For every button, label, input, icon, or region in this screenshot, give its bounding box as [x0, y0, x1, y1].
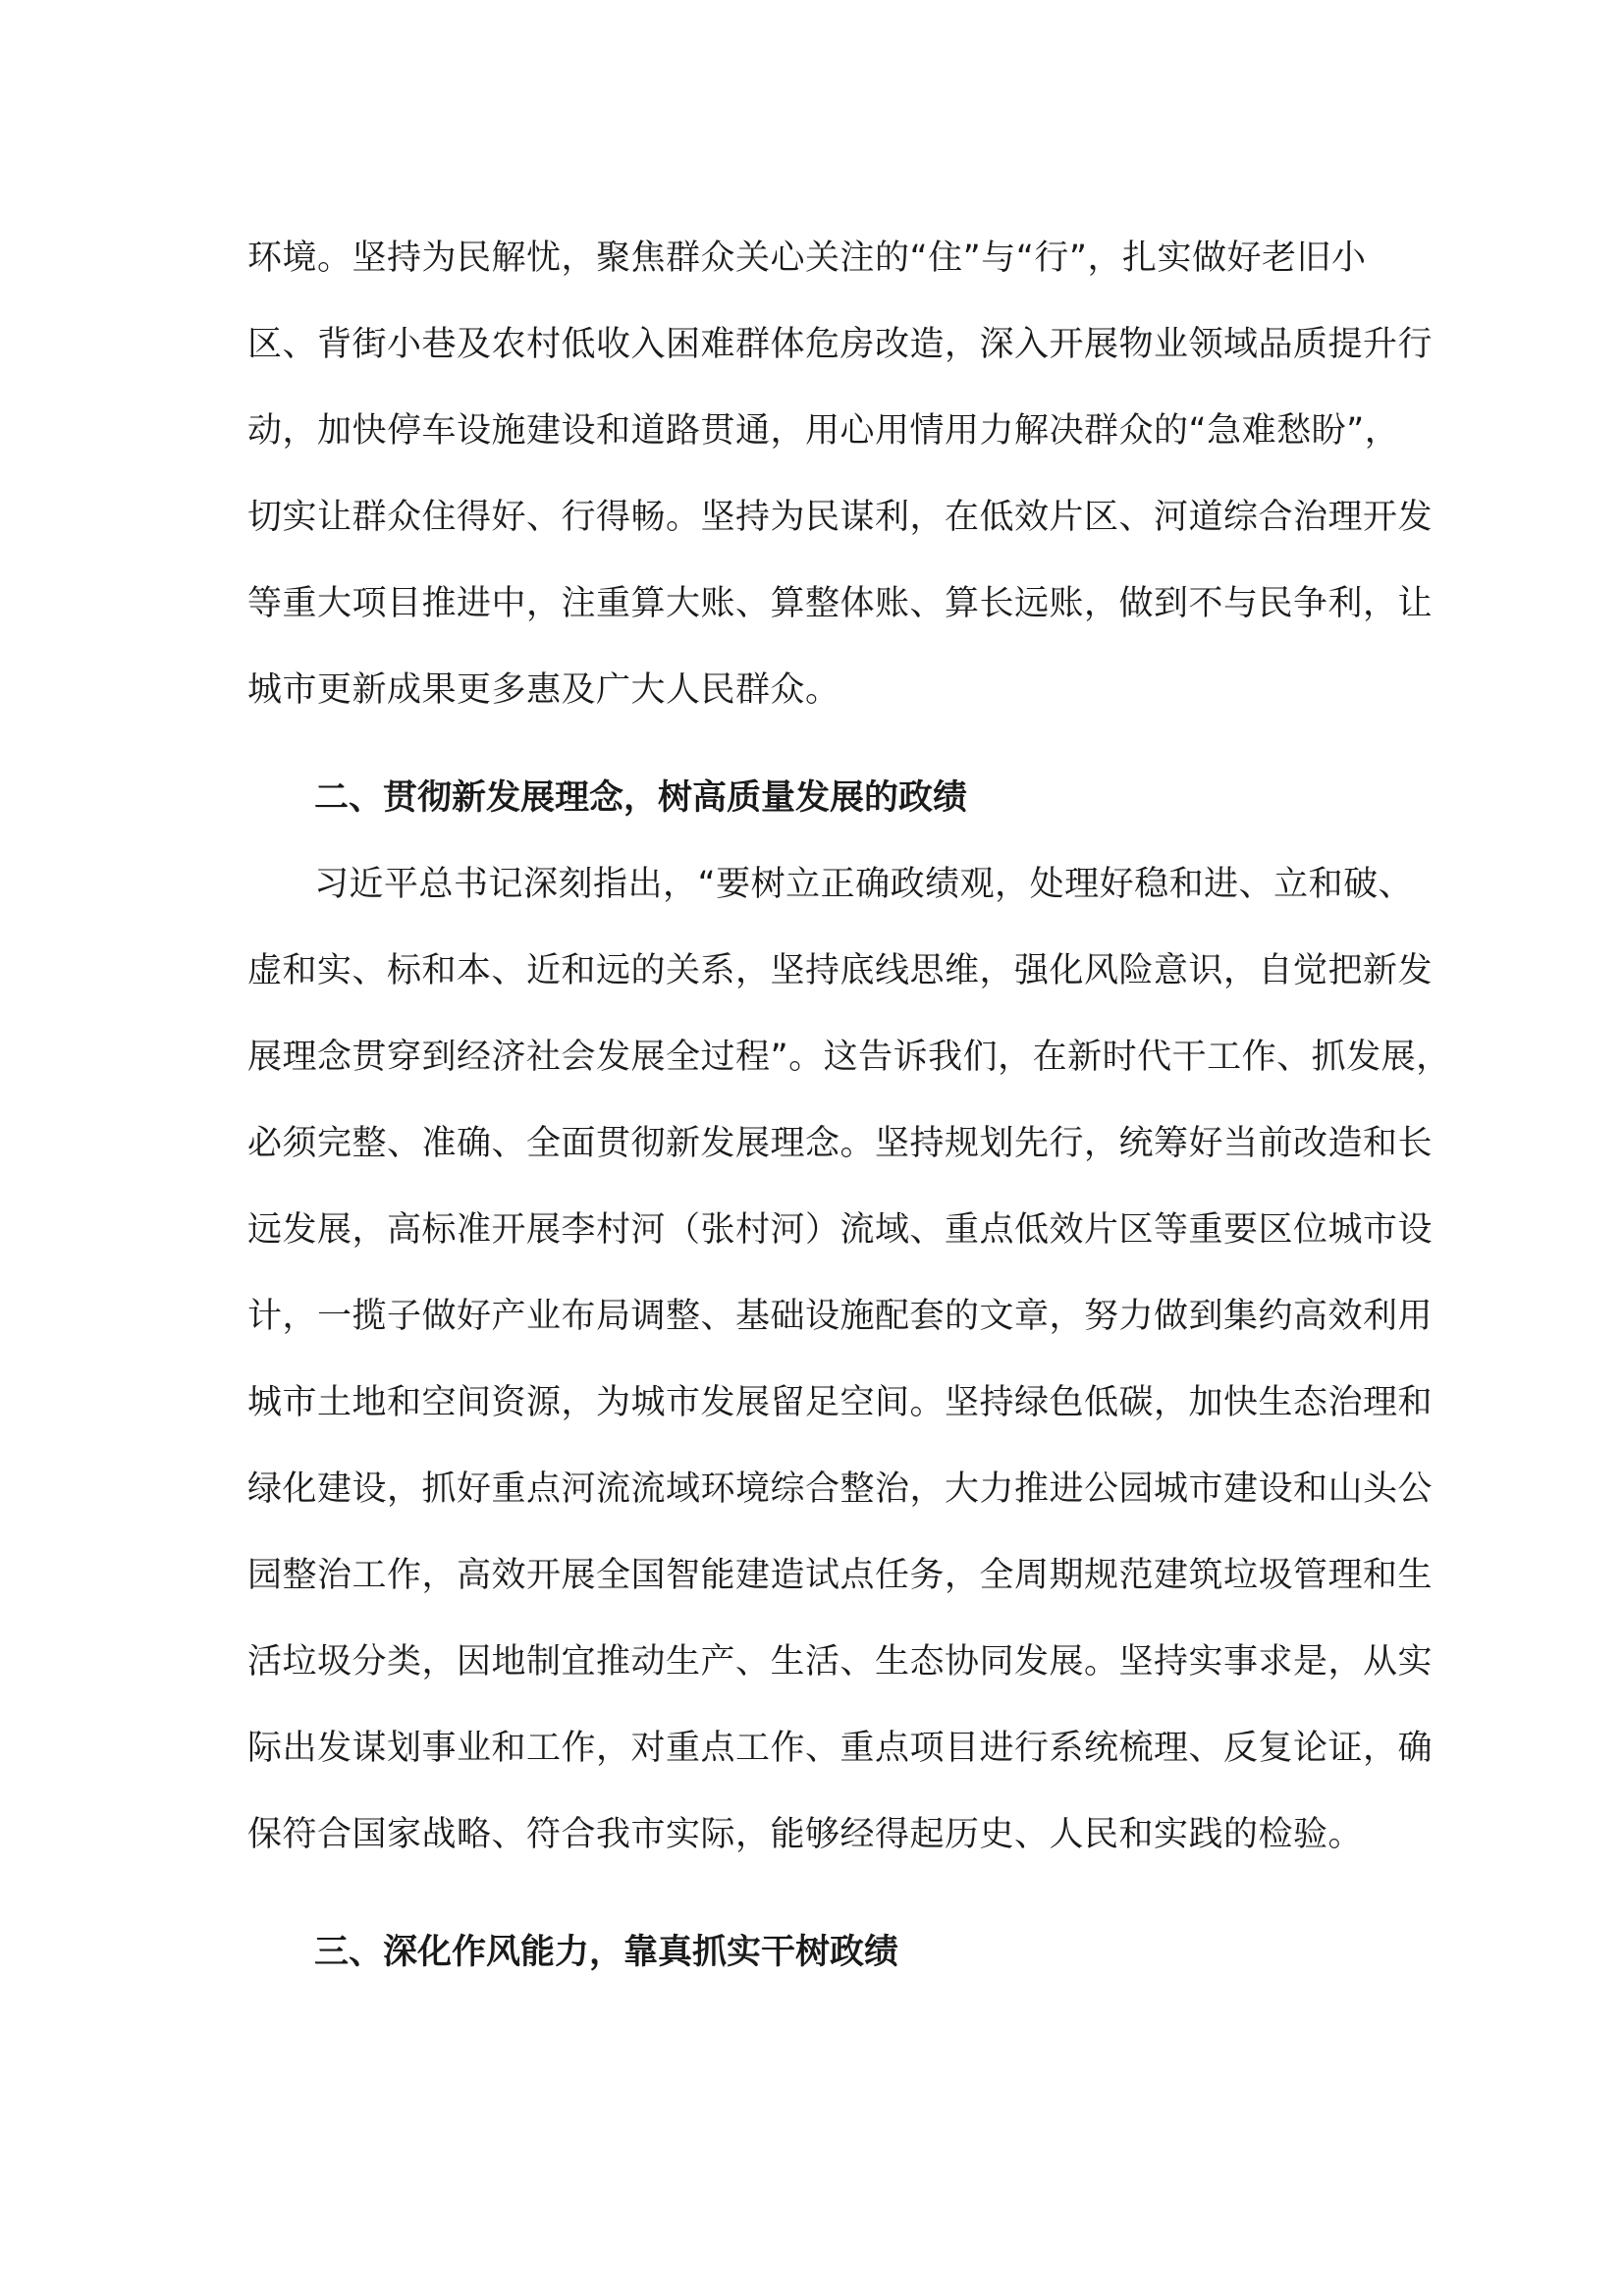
paragraph-line: 活垃圾分类，因地制宜推动生产、生活、生态协同发展。坚持实事求是，从实 [247, 1642, 1434, 1682]
paragraph-line: 环境。坚持为民解忧，聚焦群众关心关注的“住”与“行”，扎实做好老旧小 [247, 239, 1367, 278]
paragraph-line: 计，一揽子做好产业布局调整、基础设施配套的文章，努力做到集约高效利用 [247, 1297, 1434, 1336]
paragraph-line: 区、背街小巷及农村低收入困难群体危房改造，深入开展物业领域品质提升行 [247, 325, 1434, 364]
paragraph-line: 园整治工作，高效开展全国智能建造试点任务，全周期规范建筑垃圾管理和生 [247, 1556, 1434, 1595]
paragraph-line: 际出发谋划事业和工作，对重点工作、重点项目进行系统梳理、反复论证，确 [247, 1729, 1434, 1768]
paragraph-line: 保符合国家战略、符合我市实际，能够经得起历史、人民和实践的检验。 [247, 1815, 1364, 1854]
paragraph-line: 虚和实、标和本、近和远的关系，坚持底线思维，强化风险意识，自觉把新发 [247, 951, 1434, 990]
paragraph-line: 切实让群众住得好、行得畅。坚持为民谋利，在低效片区、河道综合治理开发 [247, 498, 1434, 537]
paragraph-line: 城市土地和空间资源，为城市发展留足空间。坚持绿色低碳，加快生态治理和 [247, 1383, 1434, 1422]
paragraph-line: 习近平总书记深刻指出，“要树立正确政绩观，处理好稳和进、立和破、 [314, 865, 1414, 904]
section-heading: 三、深化作风能力，靠真抓实干树政绩 [314, 1933, 899, 1972]
paragraph-line: 必须完整、准确、全面贯彻新发展理念。坚持规划先行，统筹好当前改造和长 [247, 1124, 1434, 1163]
paragraph-line: 远发展，高标准开展李村河（张村河）流域、重点低效片区等重要区位城市设 [247, 1210, 1434, 1250]
paragraph-line: 展理念贯穿到经济社会发展全过程”。这告诉我们，在新时代干工作、抓发展， [247, 1038, 1451, 1077]
paragraph-line: 绿化建设，抓好重点河流流域环境综合整治，大力推进公园城市建设和山头公 [247, 1469, 1434, 1509]
paragraph-line: 动，加快停车设施建设和道路贯通，用心用情用力解决群众的“急难愁盼”， [247, 411, 1400, 451]
paragraph-line: 等重大项目推进中，注重算大账、算整体账、算长远账，做到不与民争利，让 [247, 584, 1434, 623]
section-2-heading-block [247, 755, 1386, 841]
paragraph-line: 城市更新成果更多惠及广大人民群众。 [247, 670, 840, 710]
section-3-heading-block [247, 1909, 1386, 1996]
section-heading: 二、贯彻新发展理念，树高质量发展的政绩 [314, 778, 968, 818]
paragraph-1 [247, 215, 1434, 733]
paragraph-2 [247, 841, 1451, 1878]
